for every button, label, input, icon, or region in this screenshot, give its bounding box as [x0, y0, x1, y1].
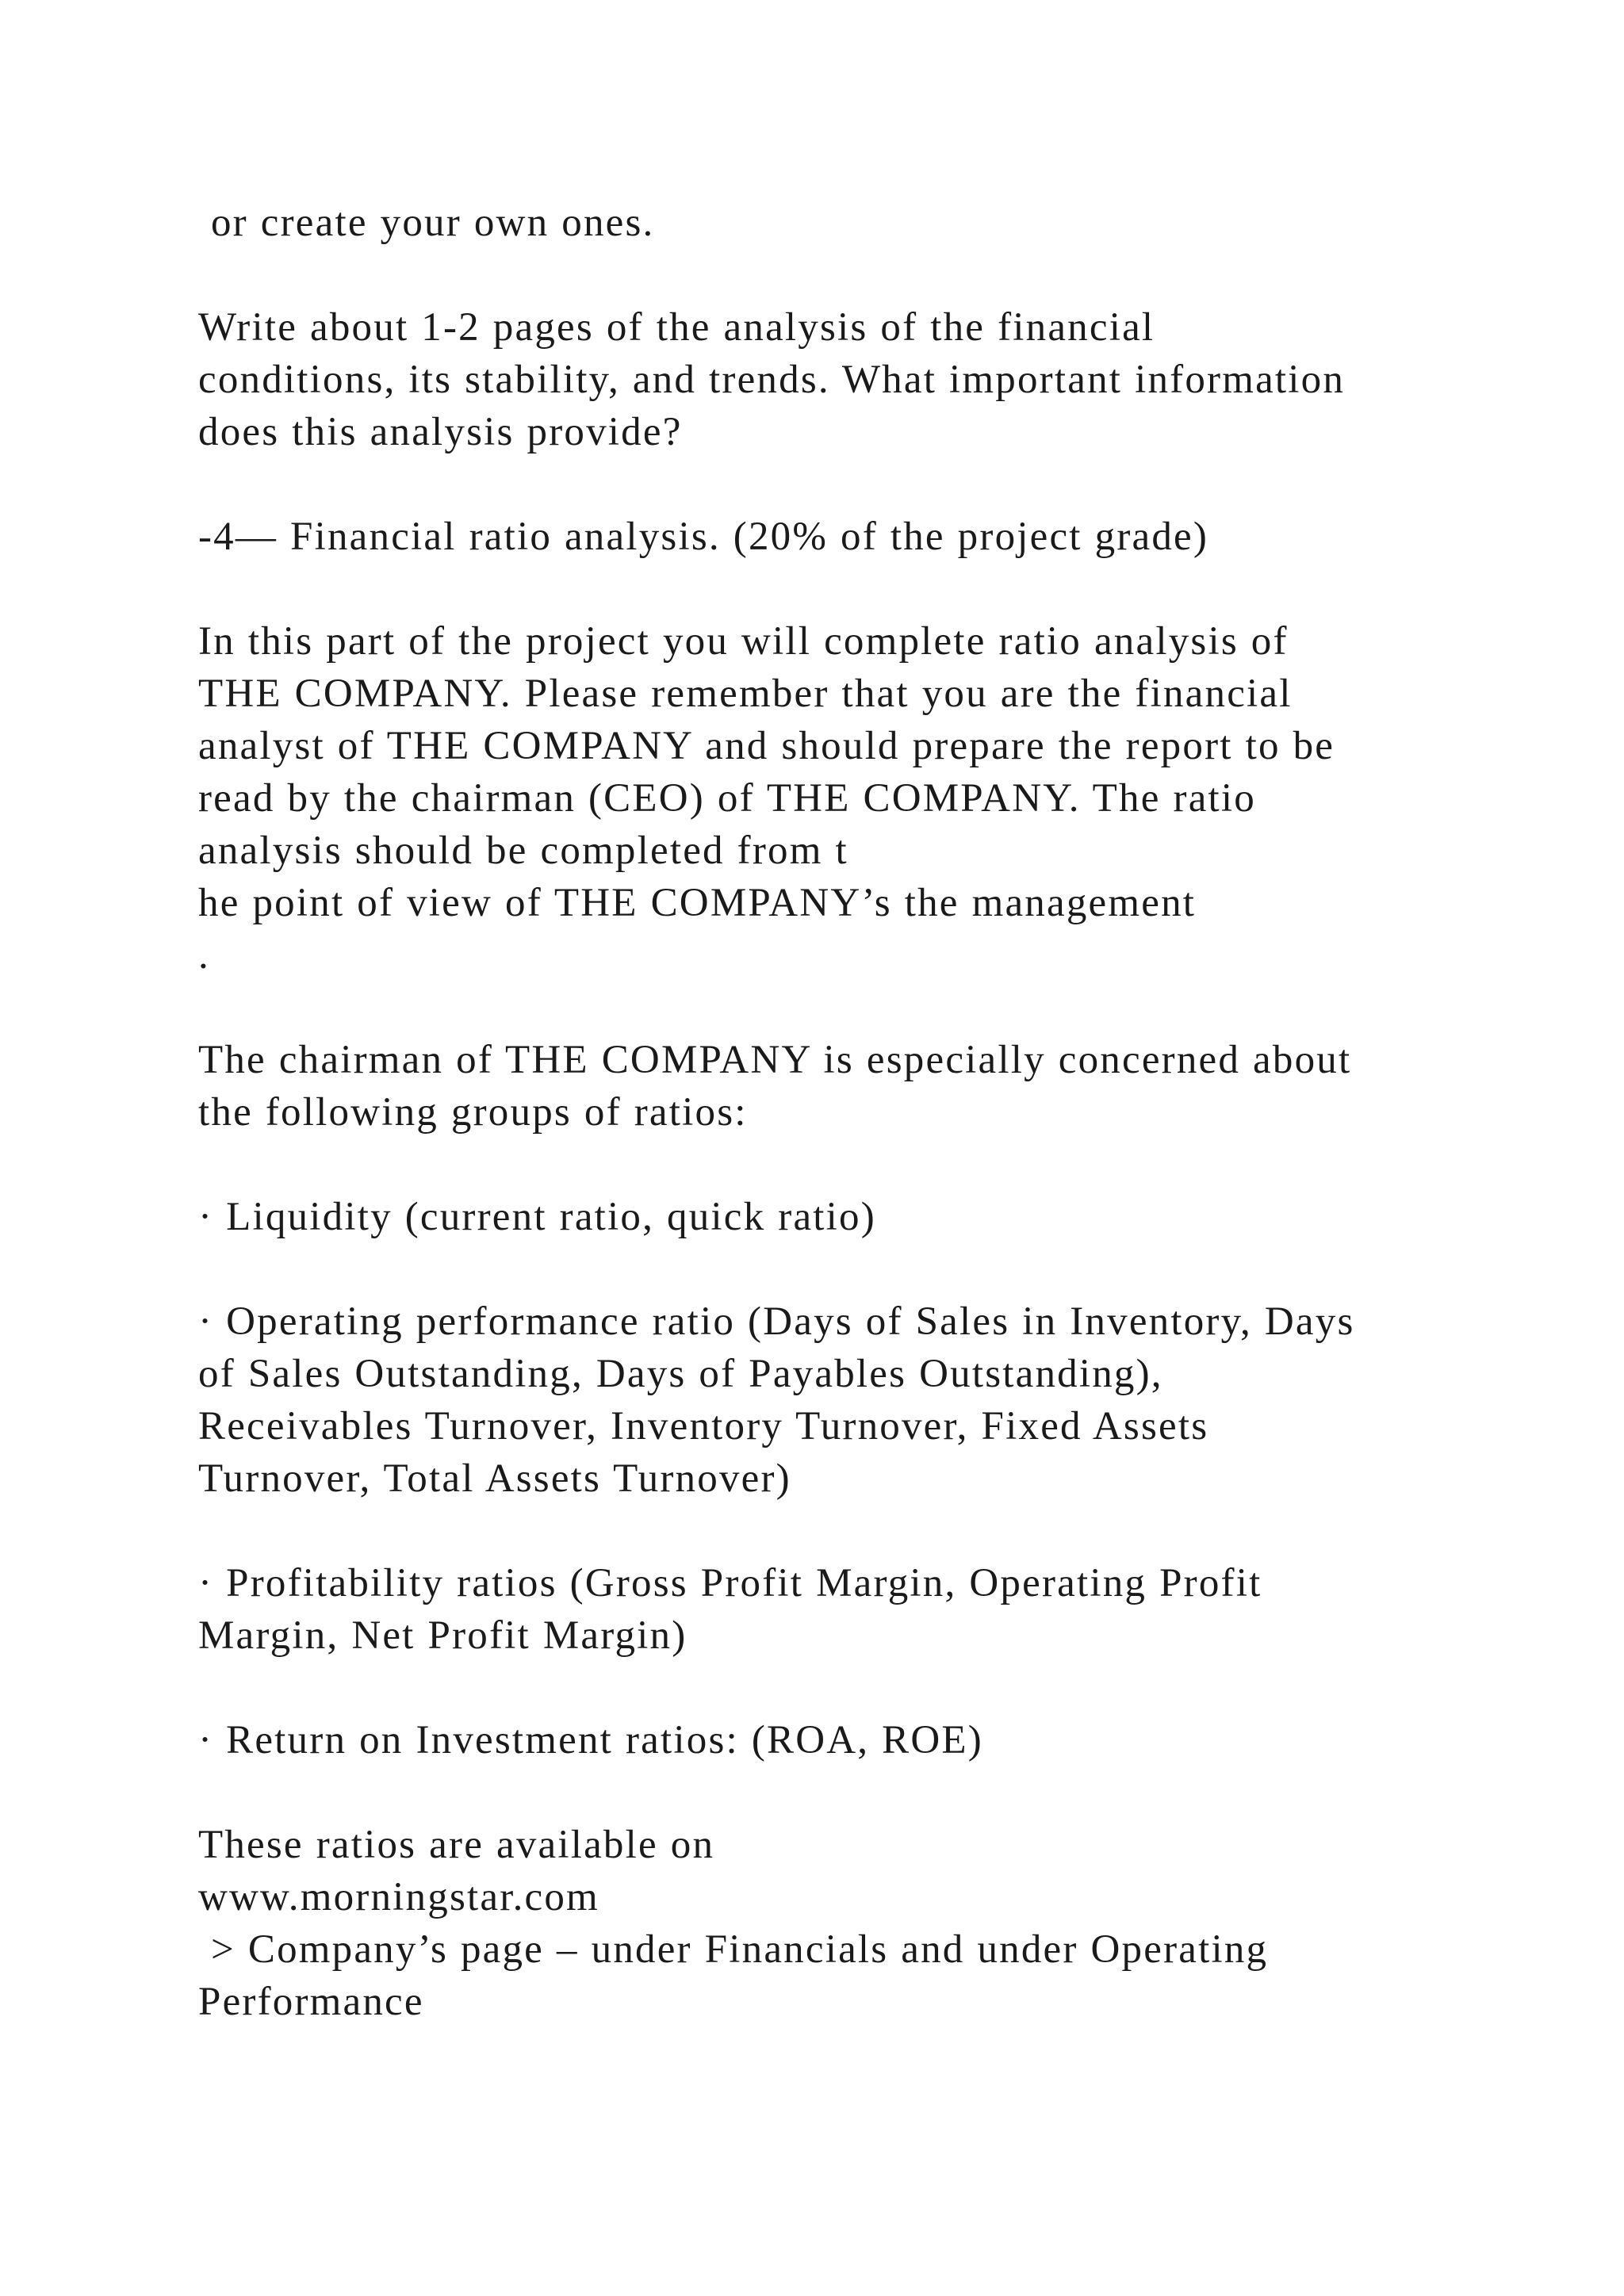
section-heading: -4— Financial ratio analysis. (20% of the project grade)	[198, 515, 1209, 559]
text-line: analysis should be completed from t	[198, 828, 848, 873]
bullet-item: · Operating performance ratio (Days of Sales in Inventory, Days	[198, 1299, 1355, 1344]
text-line: > Company’s page – under Financials and under Operating	[198, 1927, 1269, 1972]
text-line: In this part of the project you will complete ratio analysis of	[198, 619, 1289, 664]
text-line: the following groups of ratios:	[198, 1090, 748, 1135]
bullet-item: · Liquidity (current ratio, quick ratio)	[198, 1195, 876, 1239]
text-line: conditions, its stability, and trends. What important information	[198, 358, 1346, 402]
text-line: Receivables Turnover, Inventory Turnover, Fixed Assets	[198, 1404, 1209, 1448]
text-line: Turnover, Total Assets Turnover)	[198, 1456, 791, 1501]
text-line: does this analysis provide?	[198, 410, 683, 454]
url-text: www.morningstar.com	[198, 1875, 599, 1919]
text-line: Write about 1-2 pages of the analysis of the financial	[198, 305, 1155, 350]
text-line: .	[198, 933, 210, 978]
text-line: or create your own ones.	[198, 201, 655, 245]
text-line: of Sales Outstanding, Days of Payables Outstanding),	[198, 1352, 1163, 1396]
text-line: analyst of THE COMPANY and should prepare the report to be	[198, 724, 1335, 768]
bullet-item: · Return on Investment ratios: (ROA, ROE)	[198, 1718, 983, 1762]
text-line: Performance	[198, 1980, 424, 2024]
text-line: he point of view of THE COMPANY’s the management	[198, 881, 1197, 925]
text-line: read by the chairman (CEO) of THE COMPANY. The ratio	[198, 776, 1256, 821]
text-line: The chairman of THE COMPANY is especially concerned about	[198, 1038, 1352, 1082]
text-line: THE COMPANY. Please remember that you are the financial	[198, 672, 1293, 716]
bullet-item: · Profitability ratios (Gross Profit Margin, Operating Profit	[198, 1561, 1262, 1605]
text-line: These ratios are available on	[198, 1823, 715, 1867]
text-line: Margin, Net Profit Margin)	[198, 1613, 688, 1658]
